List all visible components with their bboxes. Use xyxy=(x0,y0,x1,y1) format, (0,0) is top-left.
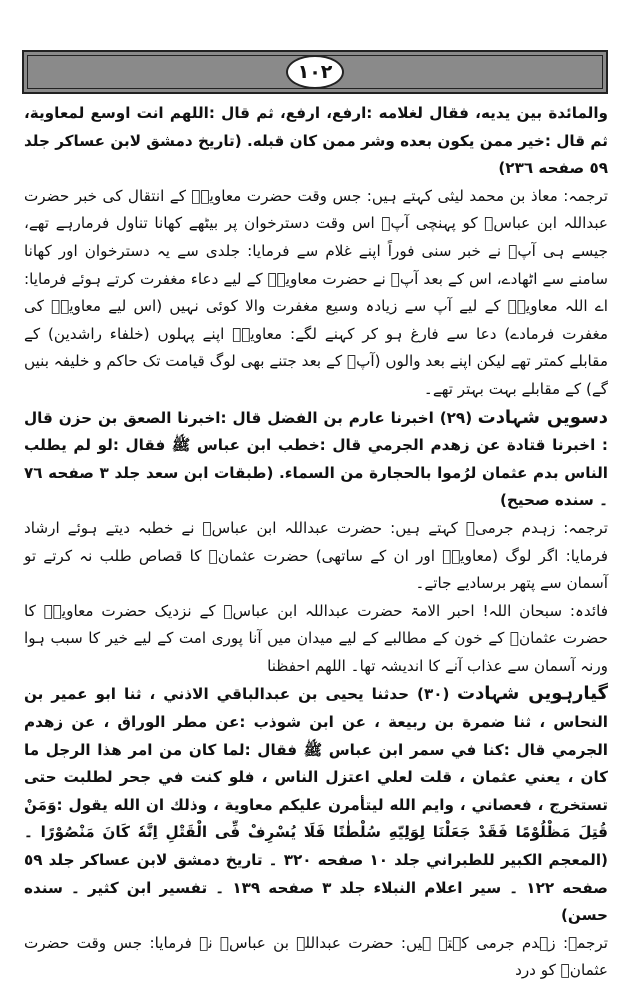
urdu-translation: ترجمہ: زہدم جرمی کہتے ہیں: حضرت عبداللہ بن عباسؓ نے فرمایا: جس وقت حضرت عثمانؓ کو درد xyxy=(24,933,608,980)
page-number: ١٠٢ xyxy=(286,55,344,89)
arabic-narration: (٣٠) حدثنا يحيى بن عبدالباقي الاذني ، ثنا ابو عمير بن النحاس ، ثنا ضمرة بن ربيعة ، عن ابن شوذب :عن مطر الوراق ، عن زهدم الجرمي قال :كنا في سمر ابن عباس ﷺ فقال :لما كان من امر هذا الرجل ما كان ، يعني عثمان ، قلت لعلي اعتزل الناس ، فلو كنت في جحر لطلبت حتى تستخرج ، فعصاني ، وايم الله ليتأمرن عليكم معاوية ، وذلك ان الله يقول :وَمَنْ قُتِلَ مَظْلُوْمًا فَقَدْ جَعَلْنَا لِوَلِيّهِ سُلْطٰنًا فَلَا يُسْرِفْ فِّى الْقَتْلِ اِنَّهٗ كَانَ مَنْصُوْرًا ۔ (المعجم الكبير للطبراني جلد ١٠ صفحه ٣٢٠ ۔ تاريخ دمشق لابن عساكر جلد ٥٩ صفحه ١٢٢ ۔ سير اعلام النبلاء جلد ٣ صفحه ١٣٩ ۔ تفسير ابن كثير ۔ سنده حسن) xyxy=(24,685,608,925)
urdu-translation: ترجمہ: زہدم جرمیؒ کہتے ہیں: حضرت عبداللہ ابن عباسؓ نے خطبہ دیتے ہوئے ارشاد فرمایا: اگر لوگ (معاویہؓ اور ان کے ساتھی) حضرت عثمانؓ کا قصاص طلب نہ کرتے تو آسمان سے پتھر برسادیے جاتے۔ xyxy=(24,518,608,593)
narration-block xyxy=(24,404,608,515)
benefit-note: فائدہ: سبحان اللہ! احبر الامۃ حضرت عبداللہ ابن عباسؓ کے نزدیک حضرت معاویہؓ کا حضرت عثمانؓ کے خون کے مطالبے کے لیے میدان میں آنا پوری امت کے لیے خیر کا سبب ہوا ورنہ آسمان سے عذاب آنے کا اندیشہ تھا۔ اللهم احفظنا xyxy=(24,601,608,675)
urdu-translation: ترجمہ: معاذ بن محمد لیثی کہتے ہیں: جس وقت حضرت معاویہؓ کے انتقال کی خبر حضرت عبداللہ ابن عباسؓ کو پہنچی آپؓ اس وقت دسترخوان پر بیٹھے کھانا تناول فرمارہے تھے، جیسے ہی آپؓ نے خبر سنی فوراً اپنے غلام سے فرمایا: جلدی سے یہ دسترخوان اور کھانا سامنے سے اٹھادے، اس کے بعد آپؓ نے حضرت معاویہؓ کے لیے دعاء مغفرت کرتے ہوئے فرمایا: اے اللہ معاویہؓ کے لیے آپ سے زیادہ وسیع مغفرت والا کوئی نہیں (اس لیے معاویہؓ کی مغفرت فرمادے) دعا سے فارغ ہو کر کہنے لگے: معاویہؓ اپنے پہلوں (خلفاء راشدین) کے مقابلے کمتر تھے لیکن اپنے بعد والوں (آپؓ کے بعد جتنے بھی لوگ قیامت تک حاکم و خلیفہ بنیں گے) کے مقابلے بہت بہتر تھے۔ xyxy=(24,186,608,398)
section-heading: گیارہویں شہادت xyxy=(456,683,609,705)
arabic-narration: (٢٩) اخبرنا عارم بن الفضل قال :اخبرنا الصعق بن حزن قال : اخبرنا قتادة عن زهدم الجرمي قال :خطب ابن عباس ﷺ فقال :لو لم يطلب الناس بدم عثمان لرُموا بالحجارة من السماء. (طبقات ابن سعد جلد ٣ صفحه ٧٦ ۔ سنده صحیح) xyxy=(24,408,609,510)
narration-block xyxy=(24,680,608,929)
arabic-narration: والمائدة بين يديه، فقال لغلامه :ارفع، ارفع، ثم قال :اللهم انت اوسع لمعاوية، ثم قال :خير ممن يكون بعده وشر ممن كان قبله. (تاريخ دمشق لابن عساكر جلد ٥٩ صفحه ٢٣٦) xyxy=(24,104,608,178)
section-heading: دسویں شہادت xyxy=(477,406,609,428)
page-body xyxy=(24,100,608,985)
